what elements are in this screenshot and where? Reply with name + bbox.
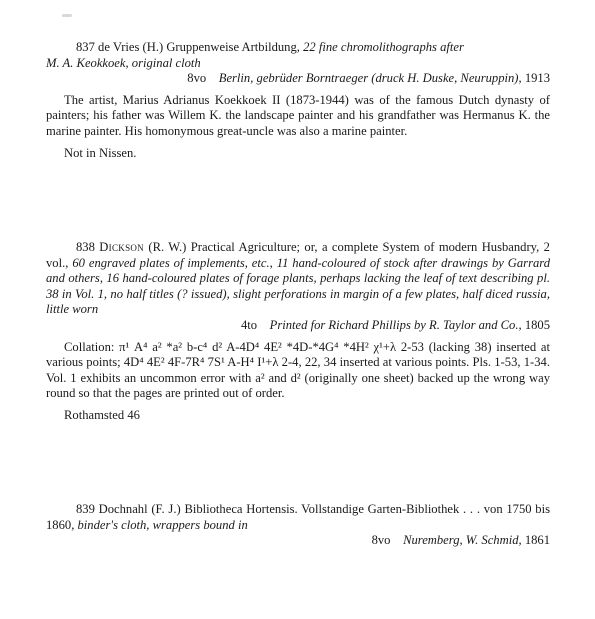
collation-label: Collation: [64, 339, 115, 354]
entry-imprint-line [46, 318, 550, 334]
entry-heading [46, 40, 550, 71]
entry-number: 839 [76, 502, 95, 516]
entry-imprint-line [46, 71, 550, 87]
entry-839 [46, 502, 550, 549]
entry-reference: Not in Nissen. [64, 145, 137, 160]
entry-format: 4to [240, 317, 258, 332]
entry-imprint: Nuremberg, W. Schmid, [403, 533, 522, 548]
entry-collation [46, 340, 550, 402]
entry-format: 8vo [371, 533, 391, 548]
entry-description-cont: M. A. Keokkoek, original cloth [46, 55, 201, 70]
entry-author-initials: (R. W.) [148, 240, 187, 254]
entry-imprint: Printed for Richard Phillips by R. Taylor and Co., [269, 317, 522, 332]
entry-note: The artist, Marius Adrianus Koekkoek II (1873-1944) was of the famous Dutch dynasty of painters; his father was Willem K. the landscape painter and his grandfather was Hermanus K. the marine painter. His homonymous great-uncle was also a marine painter. [46, 92, 550, 138]
entry-description: 22 fine chromolithographs after [303, 40, 464, 54]
entry-number: 837 [76, 40, 95, 54]
entry-description: 60 engraved plates of implements, etc., 11 hand-coloured of stock after drawings by Garrard and others, 16 hand-coloured plates of forage plants, perhaps lacking the leaf of text describing pl. 38 in Vol. 1, no half titles (? issued), slight perforations in margin of a few plates, half diced russia, little worn [46, 255, 550, 317]
entry-description: binder's cloth, wrappers bound in [77, 517, 248, 532]
entry-imprint: Berlin, gebrüder Borntraeger (druck H. Duske, Neuruppin), [218, 71, 522, 86]
entry-author: Dochnahl (F. J.) [98, 502, 181, 516]
entry-reference: Rothamsted 46 [64, 407, 140, 422]
entry-837 [46, 40, 550, 161]
collation-text: π¹ A⁴ a² *a² b-c⁴ d² A-4D⁴ 4E² *4D-*4G⁴ *4H² χ¹+λ 2-53 (lacking 38) inserted at various points; 4D⁴ 4E² 4F-7R⁴ 7S¹ A-H⁴ I¹+λ 2-4, 22, 34 inserted at various points. Pls. 1-53, 1-34. Vol. 1 exhibits an uncommon error with a² and d² (originally one sheet) backed up the wrong way round so that the pages are printed out of order. [46, 339, 550, 401]
entry-title: Bibliotheca Hortensis. Vollstandige Garten-Bibliothek . . . von 1750 bis 1860, [46, 502, 550, 532]
entry-title: Practical Agriculture; or, a complete System of modern Husbandry, 2 vol., [46, 240, 550, 270]
entry-format: 8vo [187, 71, 207, 86]
entry-838 [46, 240, 550, 424]
entry-title: Gruppenweise Artbildung, [166, 40, 300, 54]
entry-year: 1861 [524, 533, 550, 548]
entry-heading [46, 502, 550, 533]
entry-author-name: Dickson [99, 240, 144, 254]
entry-year: 1913 [524, 71, 550, 86]
entry-number: 838 [76, 240, 95, 254]
entry-heading [46, 240, 550, 318]
entry-year: 1805 [524, 317, 550, 332]
scan-mark [62, 14, 72, 17]
entry-imprint-line [46, 533, 550, 549]
entry-author: de Vries (H.) [98, 40, 164, 54]
